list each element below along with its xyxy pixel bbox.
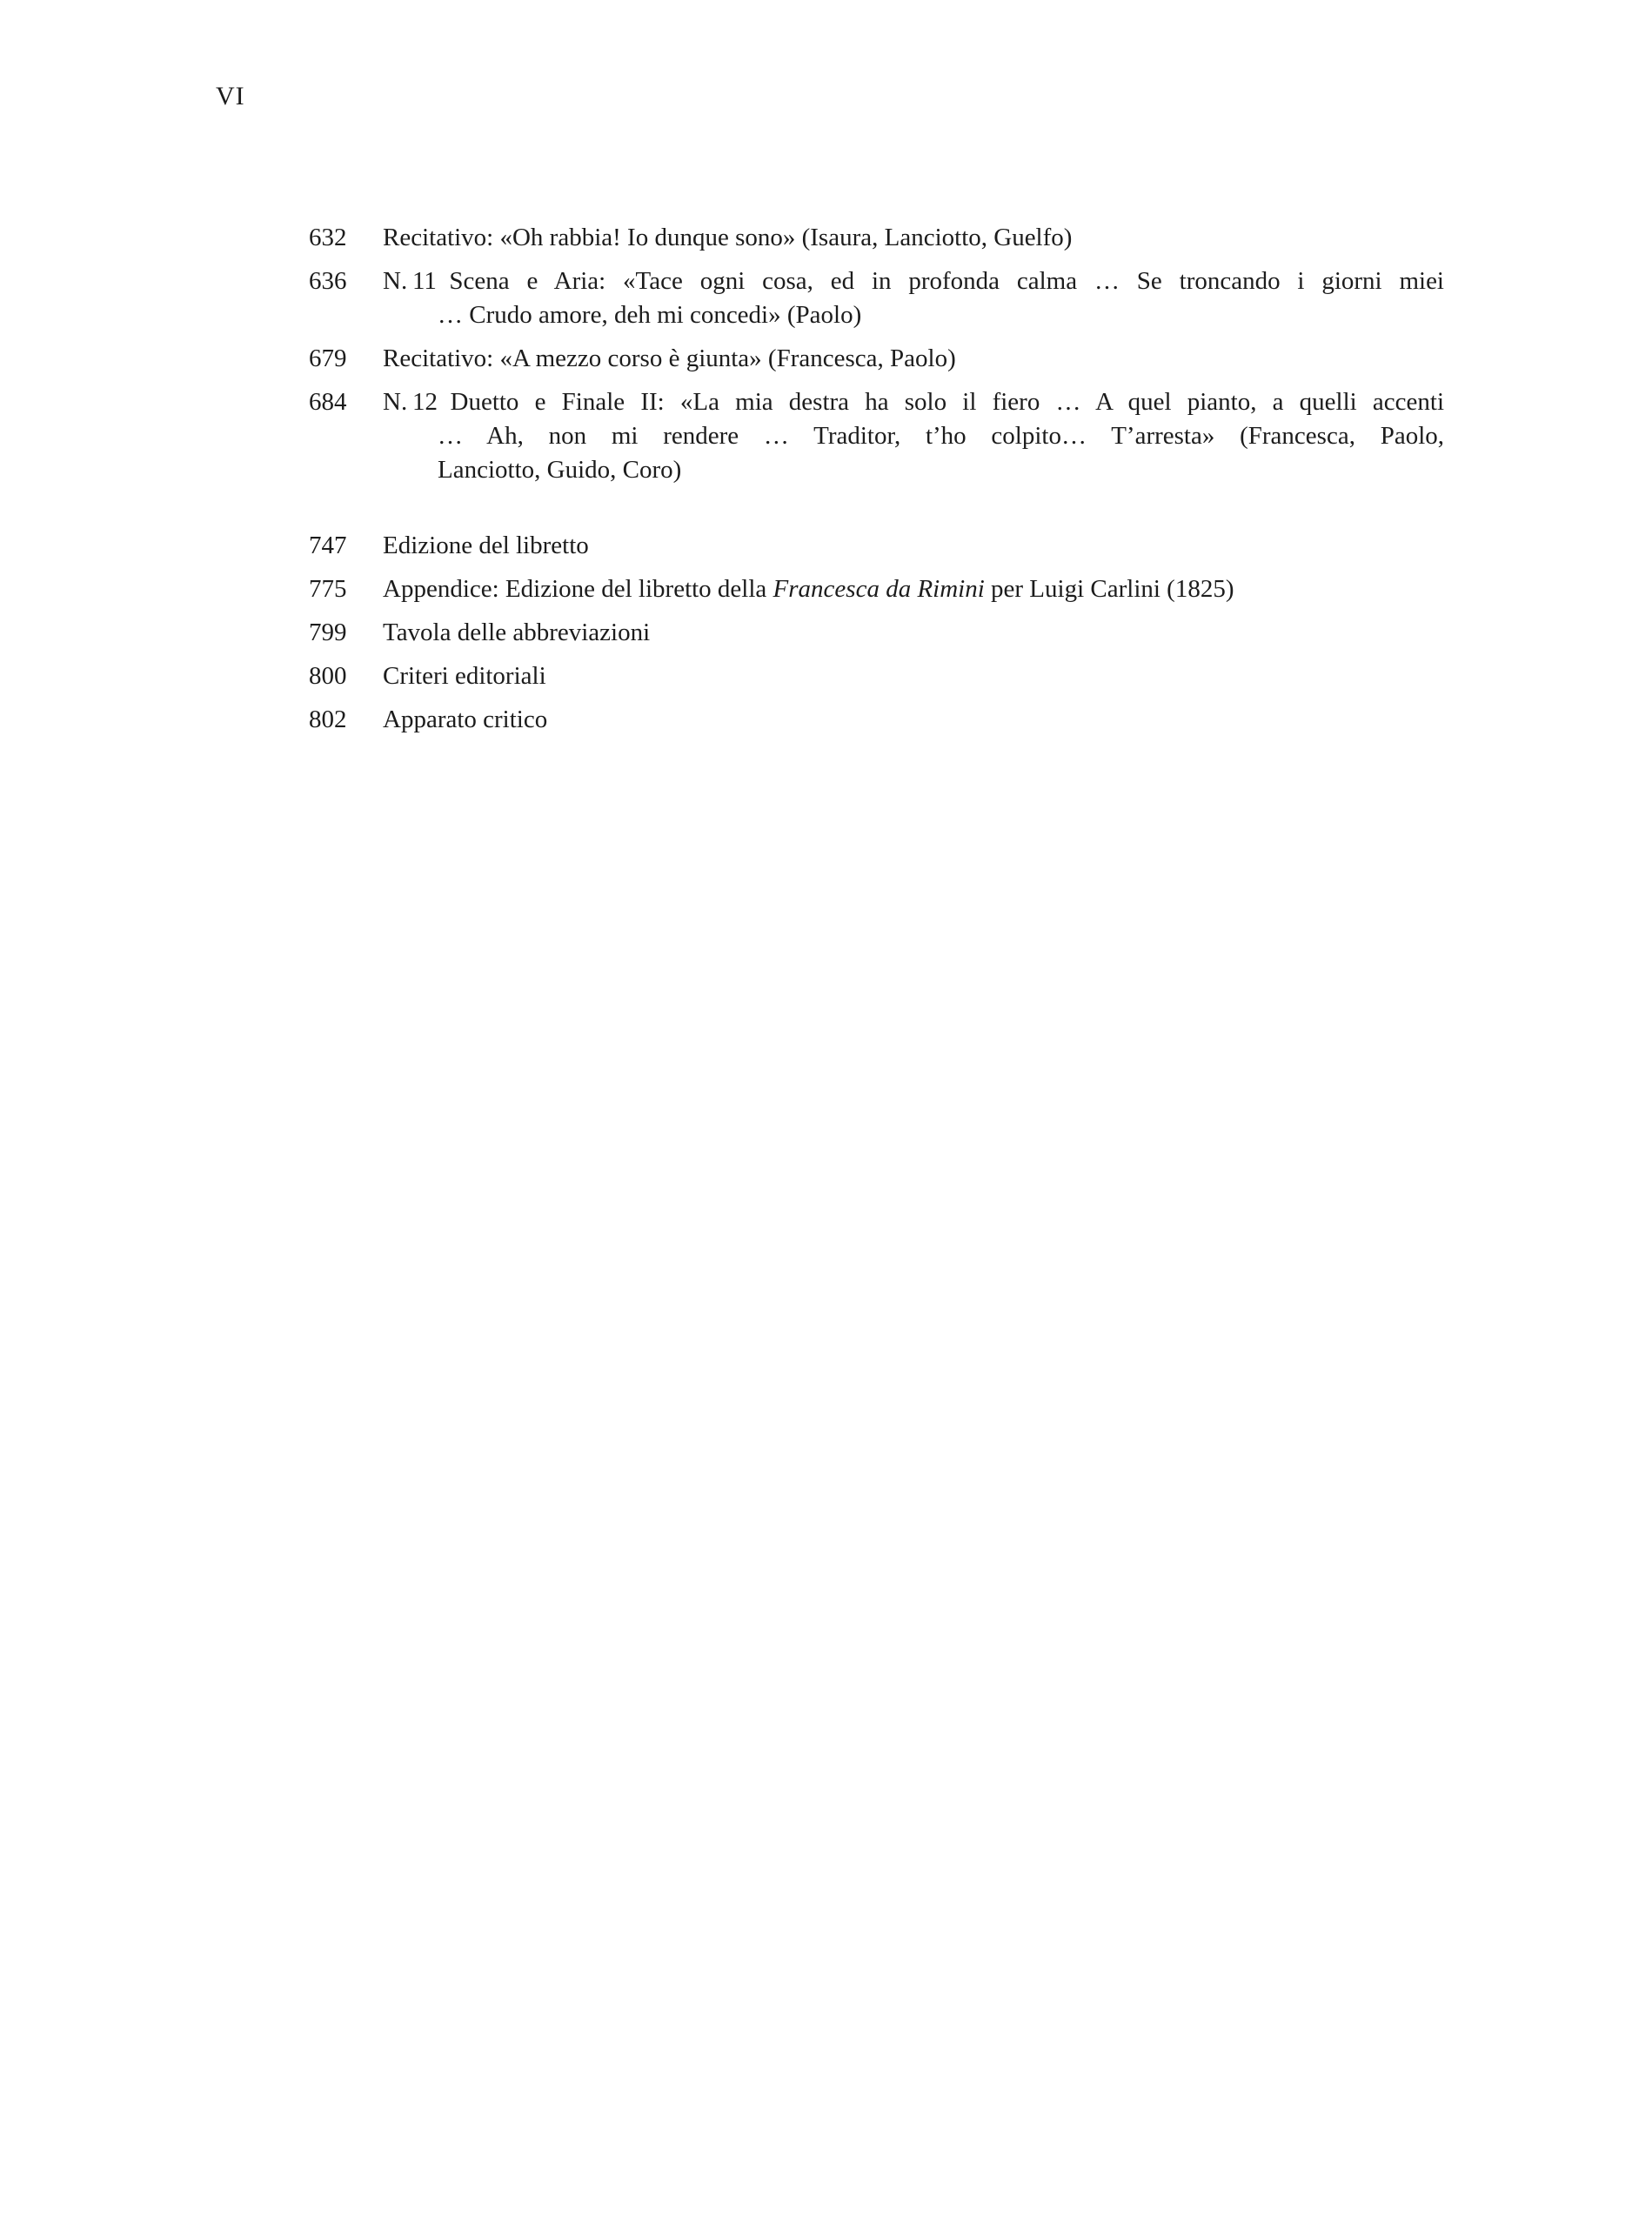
toc-group [309, 221, 1444, 487]
toc-entry-text [383, 264, 1444, 332]
toc-text-segment: … Crudo amore, deh mi concedi» (Paolo) [438, 301, 862, 329]
toc-text-segment: N. 11 Scena e Aria: «Tace ogni cosa, ed in profonda calma … Se troncando i giorni miei [383, 267, 1444, 295]
toc-line [383, 572, 1444, 606]
toc-entry [309, 659, 1444, 693]
toc-entry [309, 529, 1444, 563]
toc-text-segment: N. 12 Duetto e Finale II: «La mia destra ha solo il fiero … A quel pianto, a quelli accenti [383, 388, 1444, 416]
toc-entry [309, 703, 1444, 737]
toc-text-segment: Edizione del libretto [383, 532, 589, 559]
toc-entry [309, 385, 1444, 487]
toc-page-number: 799 [309, 619, 347, 646]
toc-text-segment: … Ah, non mi rendere … Traditor, t’ho colpito… T’arresta» (Francesca, Paolo, [438, 422, 1444, 450]
toc-line [383, 616, 1444, 650]
toc-entry-text [383, 342, 1444, 376]
toc-entry-text [383, 659, 1444, 693]
toc-line [383, 221, 1444, 255]
toc-text-segment: Recitativo: «A mezzo corso è giunta» (Francesca, Paolo) [383, 344, 956, 372]
toc-group [309, 529, 1444, 737]
toc-text-segment: Lanciotto, Guido, Coro) [438, 456, 682, 484]
toc-line [383, 342, 1444, 376]
toc-text-segment: Recitativo: «Oh rabbia! Io dunque sono» (Isaura, Lanciotto, Guelfo) [383, 224, 1073, 251]
toc-text-segment: Tavola delle abbreviazioni [383, 619, 651, 646]
toc-line [383, 385, 1444, 419]
toc-page-number: 800 [309, 662, 347, 690]
toc-list [309, 221, 1444, 746]
toc-text-segment: per Luigi Carlini (1825) [984, 575, 1234, 603]
toc-page-number: 679 [309, 344, 347, 372]
toc-line [383, 298, 1444, 332]
toc-entry-text [383, 616, 1444, 650]
toc-page-number: 636 [309, 267, 347, 295]
toc-line [383, 453, 1444, 487]
toc-page-number: 802 [309, 706, 347, 733]
toc-work-title: Francesca da Rimini [772, 575, 985, 603]
toc-line [383, 659, 1444, 693]
toc-entry [309, 221, 1444, 255]
toc-text-segment: Appendice: Edizione del libretto della [383, 575, 773, 603]
toc-page-number: 684 [309, 388, 347, 416]
toc-page-number: 632 [309, 224, 347, 251]
toc-line [383, 703, 1444, 737]
toc-entry-text [383, 221, 1444, 255]
toc-line [383, 419, 1444, 453]
toc-entry-text [383, 703, 1444, 737]
toc-text-segment: Criteri editoriali [383, 662, 546, 690]
toc-line [383, 529, 1444, 563]
toc-page-number: 747 [309, 532, 347, 559]
toc-entry-text [383, 385, 1444, 487]
toc-entry [309, 616, 1444, 650]
toc-line [383, 264, 1444, 298]
toc-text-segment: Apparato critico [383, 706, 548, 733]
toc-entry-text [383, 529, 1444, 563]
toc-entry-text [383, 572, 1444, 606]
toc-entry [309, 264, 1444, 332]
page-number: VI [216, 82, 245, 110]
toc-entry [309, 342, 1444, 376]
toc-page-number: 775 [309, 575, 347, 603]
toc-entry [309, 572, 1444, 606]
